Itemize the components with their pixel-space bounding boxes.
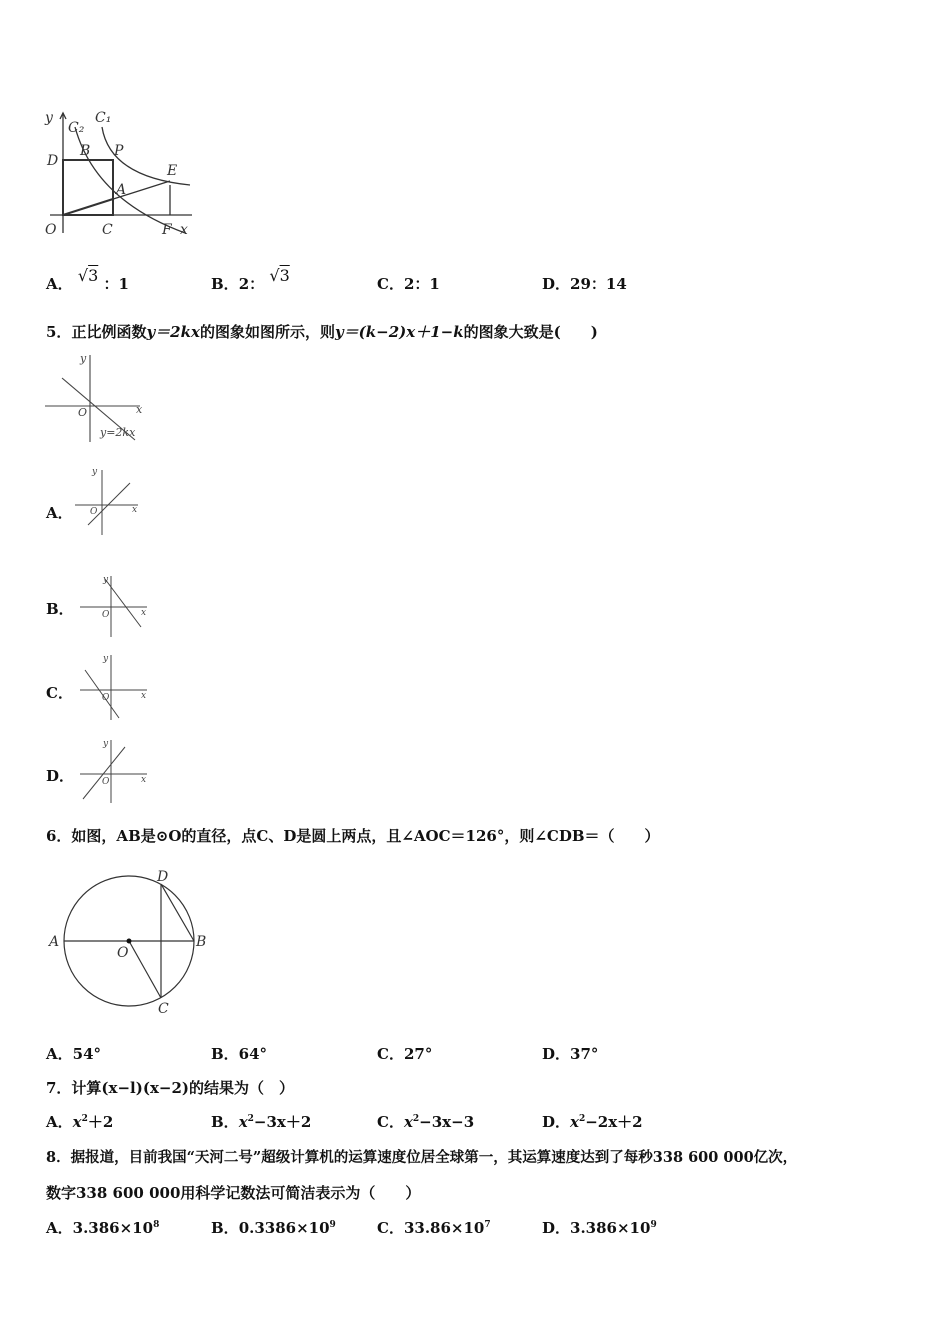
svg-text:O: O: [90, 507, 98, 517]
q7-option-a[interactable]: A．$x^2+2$: [46, 1113, 114, 1131]
q7-option-d[interactable]: D．$x^2-2x+2$: [542, 1113, 643, 1131]
svg-text:x: x: [136, 403, 143, 416]
label-b: B: [80, 143, 91, 159]
q8-option-b[interactable]: B．$0.3386\times 10^9$: [211, 1219, 336, 1237]
svg-text:A: A: [49, 934, 60, 950]
q6-option-c[interactable]: C．27°: [377, 1045, 433, 1063]
svg-text:x: x: [141, 775, 147, 785]
q6-stem: 6．如图，AB是⊙O的直径，点C、D是圆上两点，且∠AOC＝126°，则∠CDB＝（ ）: [46, 827, 660, 845]
q5-option-d[interactable]: D．: [46, 767, 75, 785]
svg-text:x: x: [141, 608, 147, 618]
label-a: A: [116, 182, 127, 198]
svg-text:x: x: [132, 505, 138, 515]
q5-option-b-graph: [75, 573, 155, 641]
label-o: O: [45, 222, 57, 238]
svg-text:D: D: [157, 869, 169, 885]
label-d: D: [47, 153, 59, 169]
sqrt-symbol: √3: [77, 266, 99, 285]
svg-text:O: O: [102, 777, 110, 787]
q6-figure: [40, 865, 220, 1020]
svg-text:y: y: [80, 352, 87, 365]
svg-text:y: y: [103, 654, 109, 664]
q5-option-c[interactable]: C．: [46, 684, 73, 702]
svg-text:O: O: [117, 945, 129, 961]
q5-figure: [40, 350, 150, 445]
svg-text:y=2kx: y=2kx: [100, 426, 136, 439]
radius-oc: [129, 941, 161, 998]
label-p: P: [114, 143, 124, 159]
q5-option-a-graph: [70, 465, 150, 540]
q4-option-a[interactable]: A． √3 ：1: [46, 266, 129, 293]
label-e: E: [167, 163, 178, 179]
q8-option-d[interactable]: D．$3.386\times 10^9$: [542, 1219, 657, 1237]
label-c2: C₂: [68, 120, 85, 136]
q5-option-c-graph: [75, 652, 155, 724]
q8-option-c[interactable]: C．$33.86\times 10^7$: [377, 1219, 491, 1237]
svg-text:x: x: [141, 691, 147, 701]
svg-text:y: y: [103, 739, 109, 749]
label-c: C: [102, 222, 113, 238]
svg-text:B: B: [196, 934, 207, 950]
center-point: [127, 939, 132, 944]
q8-stem-line2: 数字338 600 000用科学记数法可简洁表示为（ ）: [46, 1184, 421, 1202]
q5-stem: 5．正比例函数y＝2kx的图象如图所示，则y＝(k−2)x＋1−k的图象大致是( ): [46, 323, 598, 341]
q8-stem-line1: 8．据报道，目前我国“天河二号”超级计算机的运算速度位居全球第一，其运算速度达到了每秒338 600 000亿次，: [46, 1149, 798, 1166]
svg-text:O: O: [78, 406, 88, 419]
label-y: y: [45, 110, 53, 126]
svg-text:O: O: [102, 610, 110, 620]
label-x: x: [180, 222, 188, 238]
q6-option-d[interactable]: D．37°: [542, 1045, 599, 1063]
svg-text:y: y: [103, 575, 109, 585]
q4-option-d[interactable]: D．29：14: [542, 275, 627, 293]
q7-option-b[interactable]: B．$x^2-3x+2$: [211, 1113, 312, 1131]
q7-stem: 7．计算(x−l)(x−2)的结果为（ ）: [46, 1079, 294, 1097]
segment-oa: [63, 199, 113, 215]
svg-text:y: y: [92, 467, 98, 477]
q6-option-a[interactable]: A．54°: [46, 1045, 102, 1063]
q5-option-d-graph: [75, 737, 155, 807]
q5-option-a[interactable]: A．: [46, 504, 73, 522]
svg-text:O: O: [102, 693, 110, 703]
q4-option-b[interactable]: B．2： √3: [211, 266, 290, 293]
q6-option-b[interactable]: B．64°: [211, 1045, 268, 1063]
q8-option-a[interactable]: A．$3.386\times 10^8$: [46, 1219, 160, 1237]
q5-option-b[interactable]: B．: [46, 600, 74, 618]
svg-text:C: C: [158, 1001, 169, 1017]
label-c1: C₁: [95, 110, 112, 126]
q4-figure: [40, 105, 200, 240]
sqrt-symbol: √3: [269, 266, 290, 285]
label-f: F: [162, 222, 172, 238]
q7-option-c[interactable]: C．$x^2-3x-3$: [377, 1113, 475, 1131]
curve-c2: [75, 127, 185, 233]
q4-option-c[interactable]: C．2：1: [377, 275, 440, 293]
chord-db: [161, 884, 194, 941]
